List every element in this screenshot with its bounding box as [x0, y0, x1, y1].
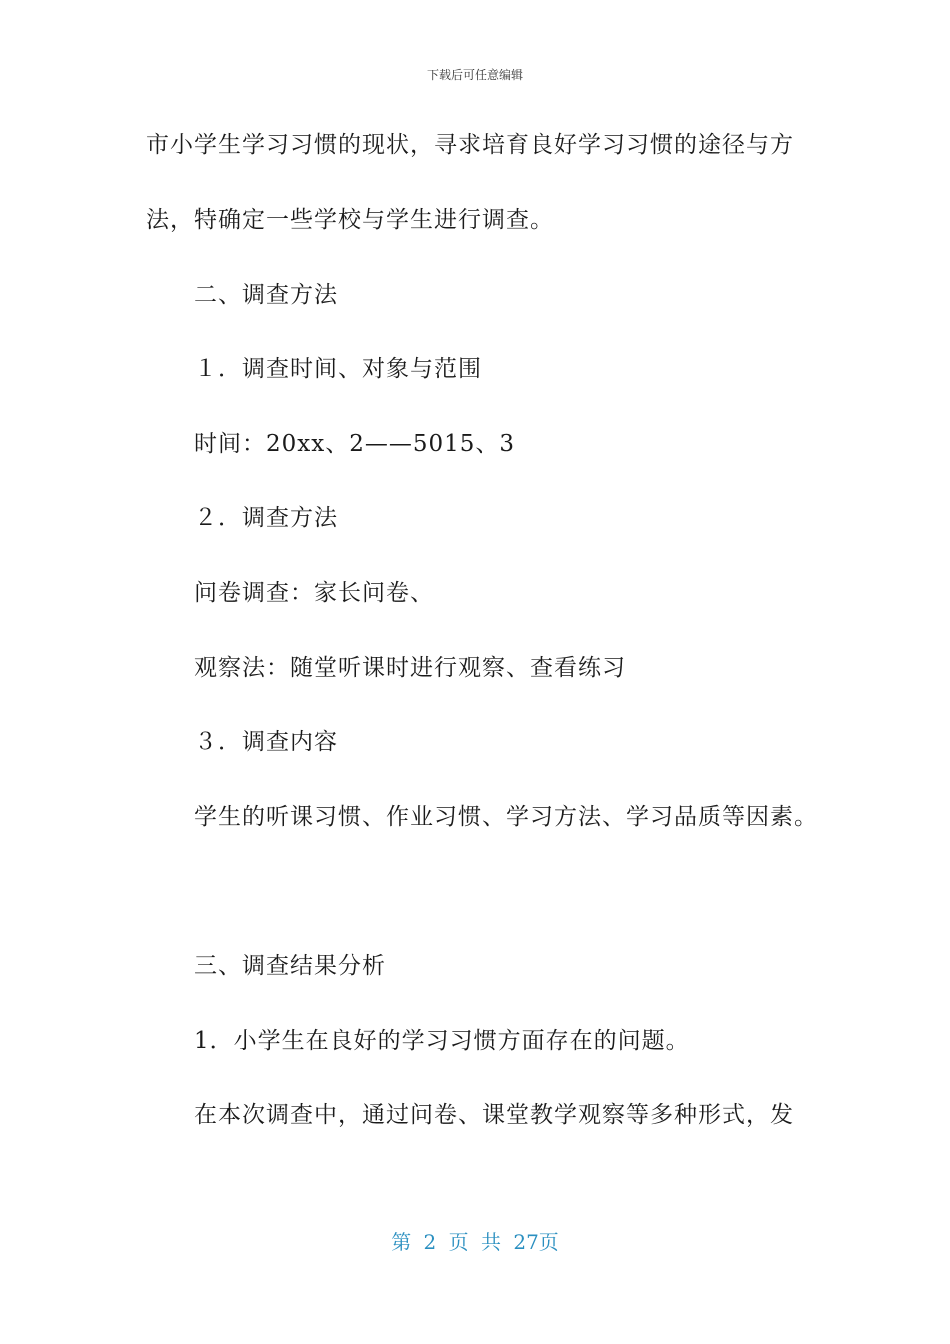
subheading-problems: 1．小学生在良好的学习习惯方面存在的问题。: [194, 1028, 690, 1054]
paragraph-survey: 在本次调查中，通过问卷、课堂教学观察等多种形式，发: [194, 1102, 794, 1128]
paragraph-content: 学生的听课习惯、作业习惯、学习方法、学习品质等因素。: [194, 804, 818, 830]
subheading-time-scope: １．调查时间、对象与范围: [194, 356, 482, 382]
page-header-note: 下载后可任意编辑: [426, 68, 523, 82]
subheading-methods: ２．调查方法: [194, 505, 338, 531]
paragraph-line-1: 市小学生学习习惯的现状，寻求培育良好学习习惯的途径与方: [146, 132, 794, 158]
paragraph-time: 时间：20xx、2——5015、3: [194, 431, 516, 457]
paragraph-line-2: 法，特确定一些学校与学生进行调查。: [146, 207, 554, 233]
paragraph-observation: 观察法：随堂听课时进行观察、查看练习: [194, 655, 626, 681]
subheading-content: ３．调查内容: [194, 729, 338, 755]
section-heading-results: 三、调查结果分析: [194, 953, 386, 979]
section-heading-methods: 二、调查方法: [194, 282, 338, 308]
paragraph-questionnaire: 问卷调查：家长问卷、: [194, 580, 434, 606]
page-number-footer: 第 2 页 共 27页: [391, 1230, 559, 1254]
